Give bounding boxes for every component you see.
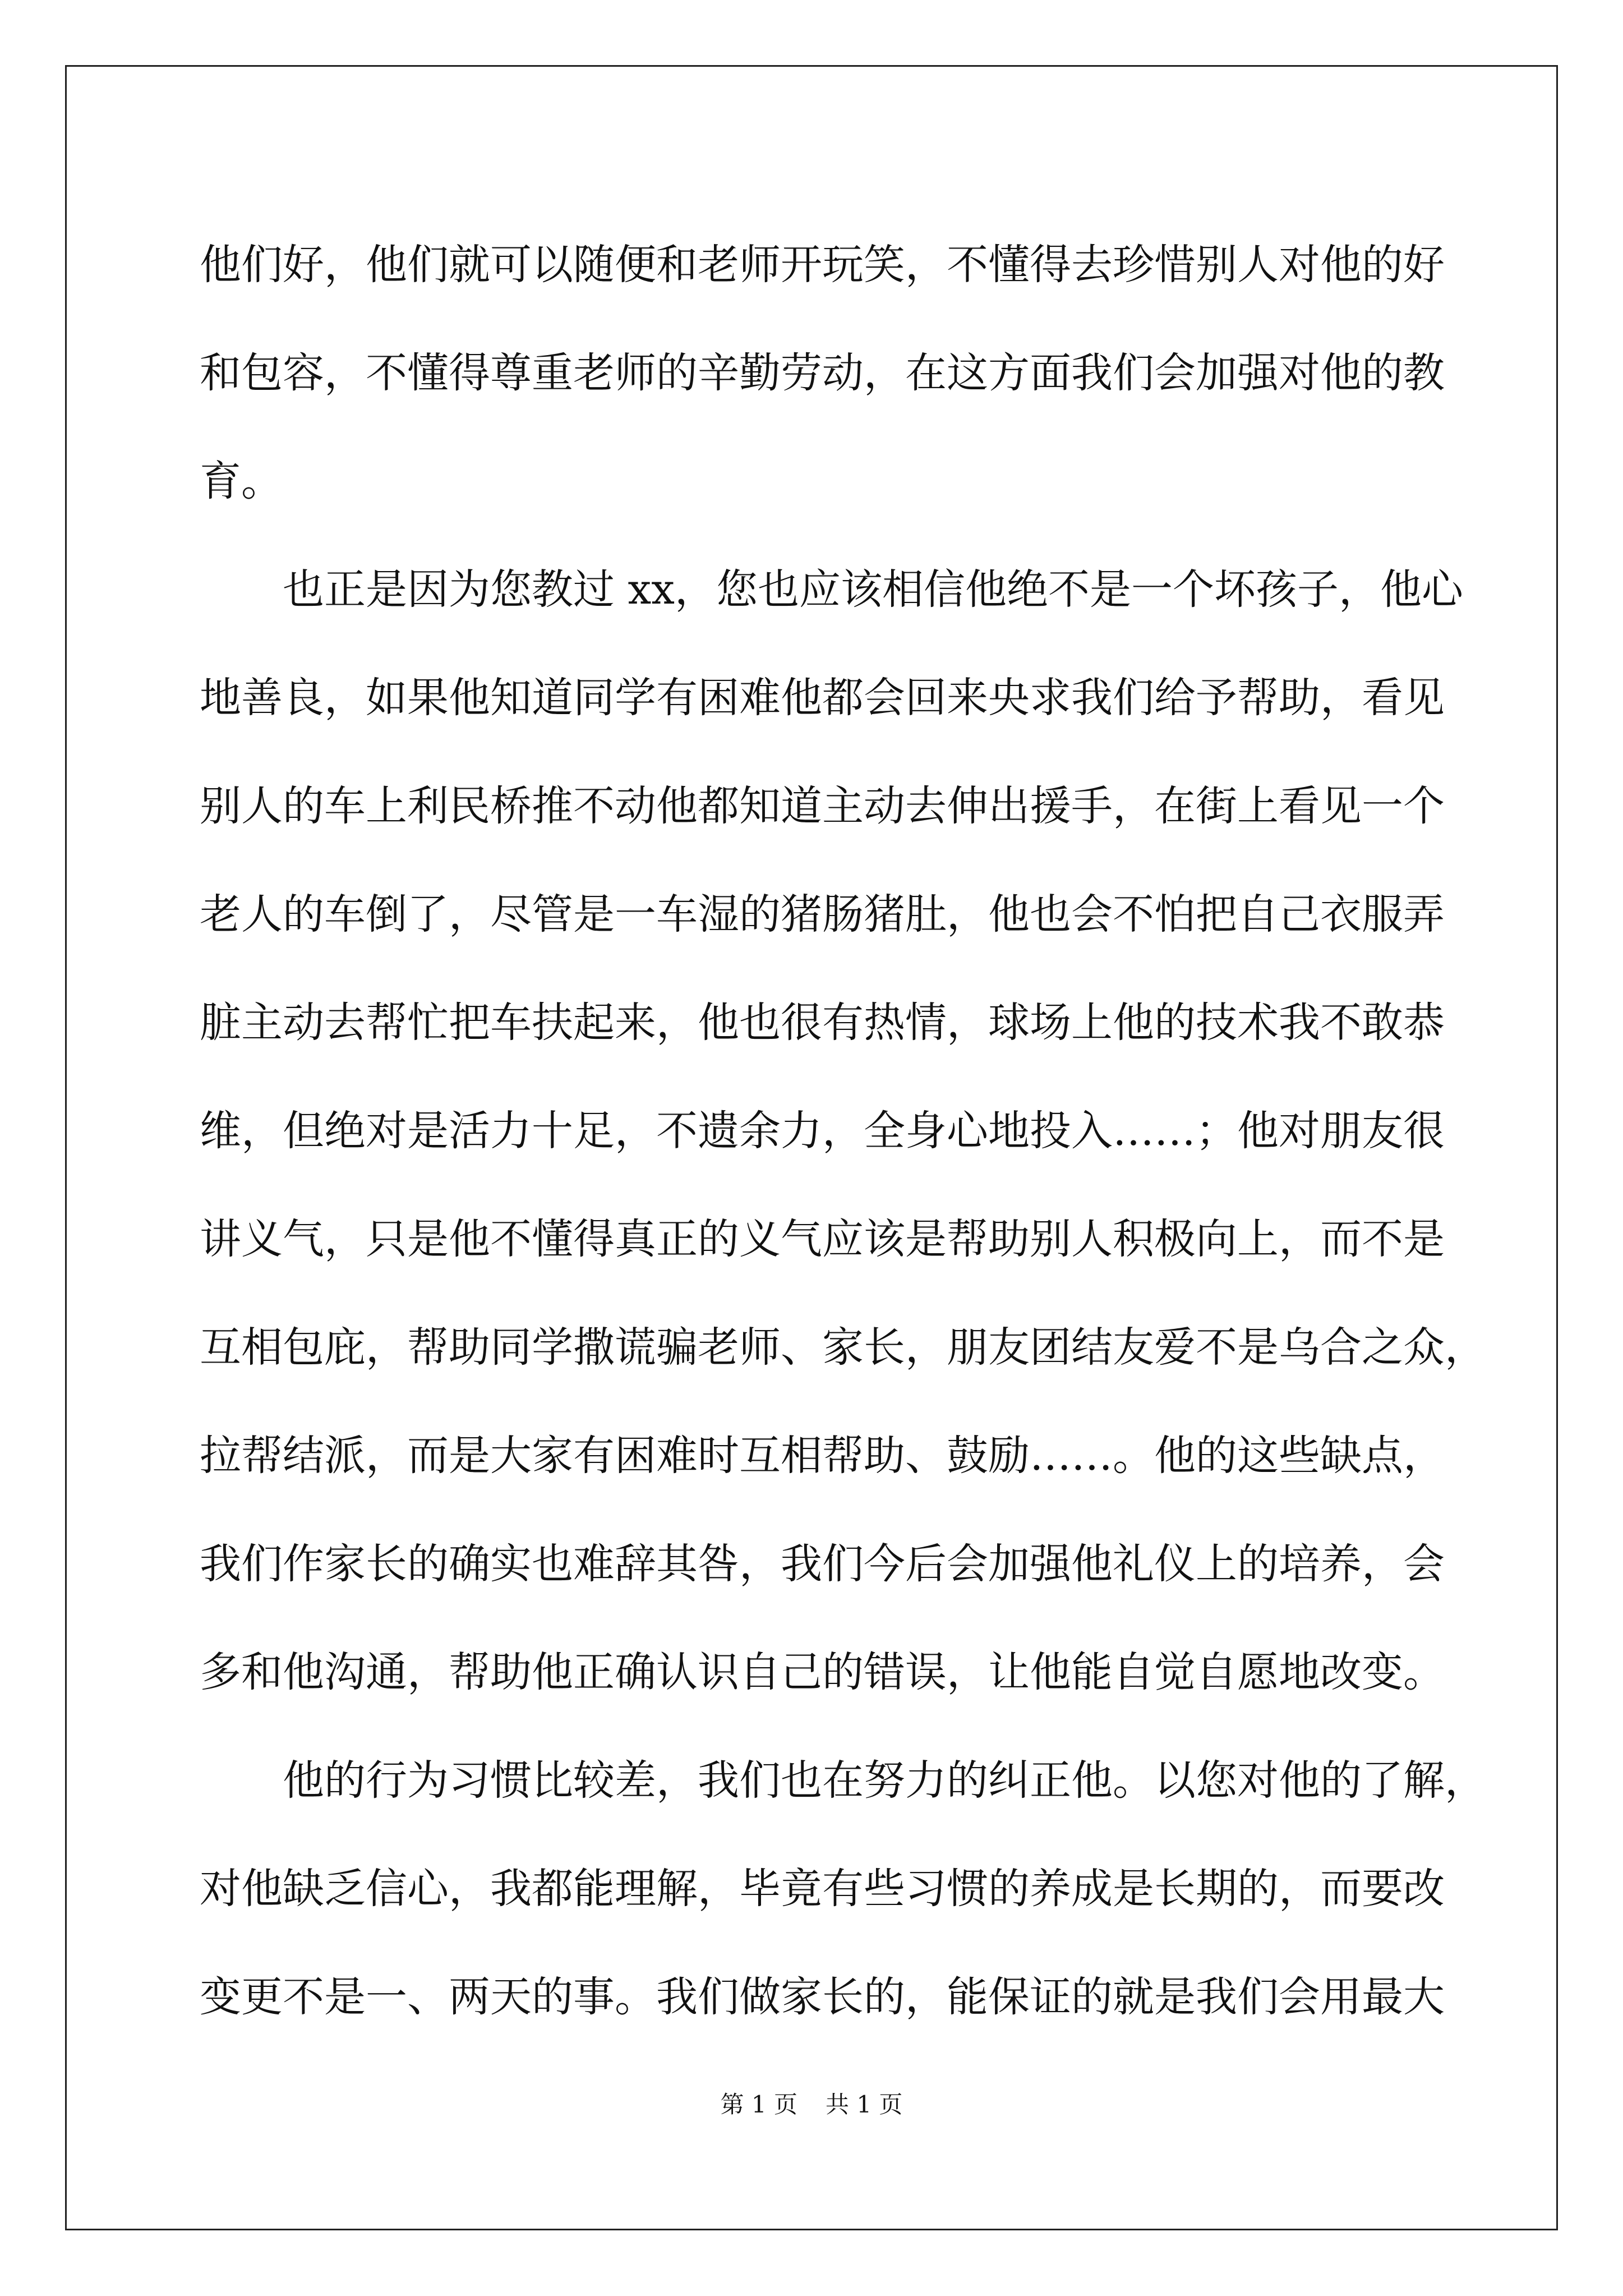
- text-line: 多和他沟通，帮助他正确认识自己的错误，让他能自觉自愿地改变。: [200, 1648, 1445, 1696]
- text-line: 拉帮结派，而是大家有困难时互相帮助、鼓励……。他的这些缺点，: [200, 1432, 1445, 1480]
- text-line: 脏主动去帮忙把车扶起来，他也很有热情，球场上他的技术我不敢恭: [200, 999, 1445, 1047]
- page-total: 共 1 页: [826, 2091, 903, 2118]
- text-line: 变更不是一、两天的事。我们做家长的，能保证的就是我们会用最大: [200, 1973, 1445, 2021]
- text-line: 地善良，如果他知道同学有困难他都会回来央求我们给予帮助，看见: [200, 674, 1445, 722]
- text-line: 我们作家长的确实也难辞其咎，我们今后会加强他礼仪上的培养，会: [200, 1540, 1445, 1588]
- text-line: 育。: [200, 457, 283, 505]
- text-line: 维，但绝对是活力十足，不遗余力，全身心地投入……；他对朋友很: [200, 1107, 1445, 1155]
- text-line: 讲义气，只是他不懂得真正的义气应该是帮助别人积极向上，而不是: [200, 1215, 1445, 1263]
- page-number: 第 1 页: [720, 2091, 797, 2118]
- text-line: 对他缺乏信心，我都能理解，毕竟有些习惯的养成是长期的，而要改: [200, 1865, 1445, 1913]
- text-line: 也正是因为您教过 xx，您也应该相信他绝不是一个坏孩子，他心: [200, 565, 1463, 614]
- text-line: 别人的车上利民桥推不动他都知道主动去伸出援手，在街上看见一个: [200, 782, 1445, 830]
- page-footer: [0, 2088, 1623, 2122]
- text-line: 他们好，他们就可以随便和老师开玩笑，不懂得去珍惜别人对他的好: [200, 241, 1445, 289]
- text-line: 他的行为习惯比较差，我们也在努力的纠正他。以您对他的了解，: [200, 1756, 1486, 1805]
- document-body: [200, 211, 1486, 2051]
- text-line: 老人的车倒了，尽管是一车湿的猪肠猪肚，他也会不怕把自己衣服弄: [200, 890, 1445, 938]
- text-line: 和包容，不懂得尊重老师的辛勤劳动，在这方面我们会加强对他的教: [200, 349, 1445, 397]
- text-line: 互相包庇，帮助同学撒谎骗老师、家长，朋友团结友爱不是乌合之众，: [200, 1323, 1486, 1372]
